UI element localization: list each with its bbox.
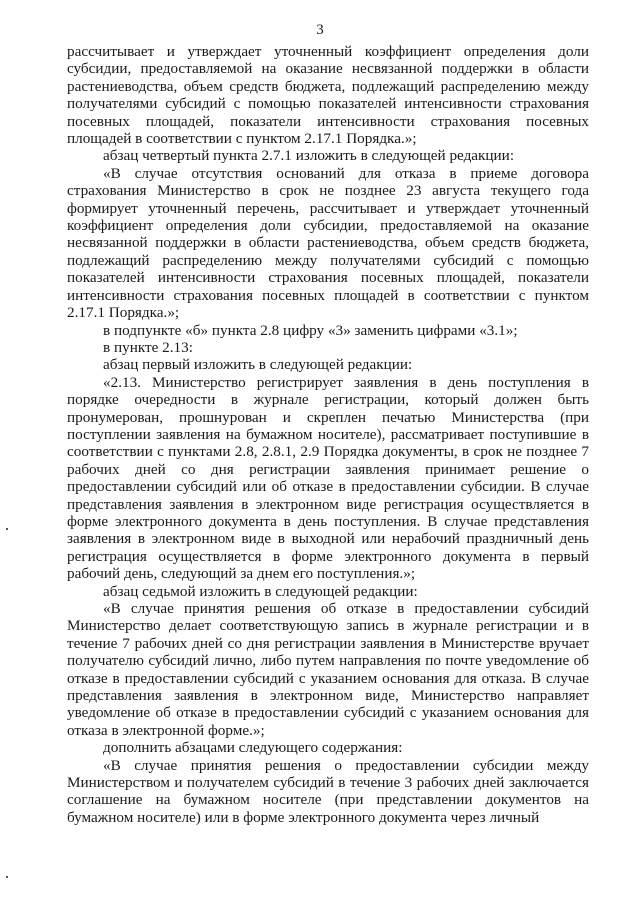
paragraph: «2.13. Министерство регистрирует заявления в день поступления в порядке очередности в журнале регистрации, который должен быть пронумерован, прошнурован и скреплен печатью Министерства (при поступлении заявления на бумажном носителе), рассматривает поступившие в соответствии с пунктами 2.8, 2.8.1, 2.9 Порядка документы, в срок не позднее 7 рабочих дней со дня регистрации заявления принимает решение о предоставлении субсидий или об отказе в предоставлении субсидии. В случае представления заявления в электронном виде регистрация осуществляется в форме электронного документа в день поступления. В случае представления заявления в электронном виде в выходной или нерабочий праздничный день регистрация осуществляется в форме электронного документа в первый рабочий день, следующий за днем его поступления.»; [67,373,589,583]
paragraph: «В случае отсутствия оснований для отказа в приеме договора страхования Министерство в срок не позднее 23 августа текущего года формирует уточненный перечень, рассчитывает и утверждает уточненный коэффициент определения доли субсидии, предоставляемой на оказание несвязанной поддержки в области растениеводства, объем средств бюджета, подлежащий распределению между получателями субсидий с помощью показателей интенсивности страхования посевных площадей, показатели интенсивности страхования посевных площадей в соответствии с пунктом 2.17.1 Порядка.»; [67,164,589,322]
paragraph: в подпункте «б» пункта 2.8 цифру «3» заменить цифрами «3.1»; [103,321,518,339]
paragraph: абзац первый изложить в следующей редакции: [103,356,413,374]
document-body [67,43,589,826]
paragraph: абзац четвертый пункта 2.7.1 изложить в следующей редакции: [103,147,515,165]
paragraph: дополнить абзацами следующего содержания: [103,739,403,757]
paragraph: «В случае принятия решения об отказе в предоставлении субсидий Министерство делает соответствующую запись в журнале регистрации и в течение 7 рабочих дней со дня регистрации заявления в Министерстве вручает получателю субсидий лично, либо путем направления по почте уведомление об отказе в предоставлении субсидий с указанием основания для отказа. В случае представления заявления в электронном виде, Министерство направляет уведомление об отказе в предоставлении субсидий с указанием основания для отказа в электронной форме.»; [67,600,589,739]
page-number: 3 [316,22,324,38]
paragraph: в пункте 2.13: [103,338,193,356]
scan-speck [6,528,8,530]
paragraph: «В случае принятия решения о предоставлении субсидии между Министерством и получателем субсидий в течение 3 рабочих дней заключается соглашение на бумажном носителе (при представлении документов на бумажном носителе) или в форме электронного документа через личный [67,756,589,826]
scan-speck [6,876,8,878]
paragraph: рассчитывает и утверждает уточненный коэффициент определения доли субсидии, предоставляемой на оказание несвязанной поддержки в области растениеводства, объем средств бюджета, подлежащий распределению между получателями субсидий с помощью показателей интенсивности страхования посевных площадей, показатели интенсивности страхования посевных площадей в соответствии с пунктом 2.17.1 Порядка.»; [67,43,589,148]
paragraph: абзац седьмой изложить в следующей редакции: [103,582,418,600]
